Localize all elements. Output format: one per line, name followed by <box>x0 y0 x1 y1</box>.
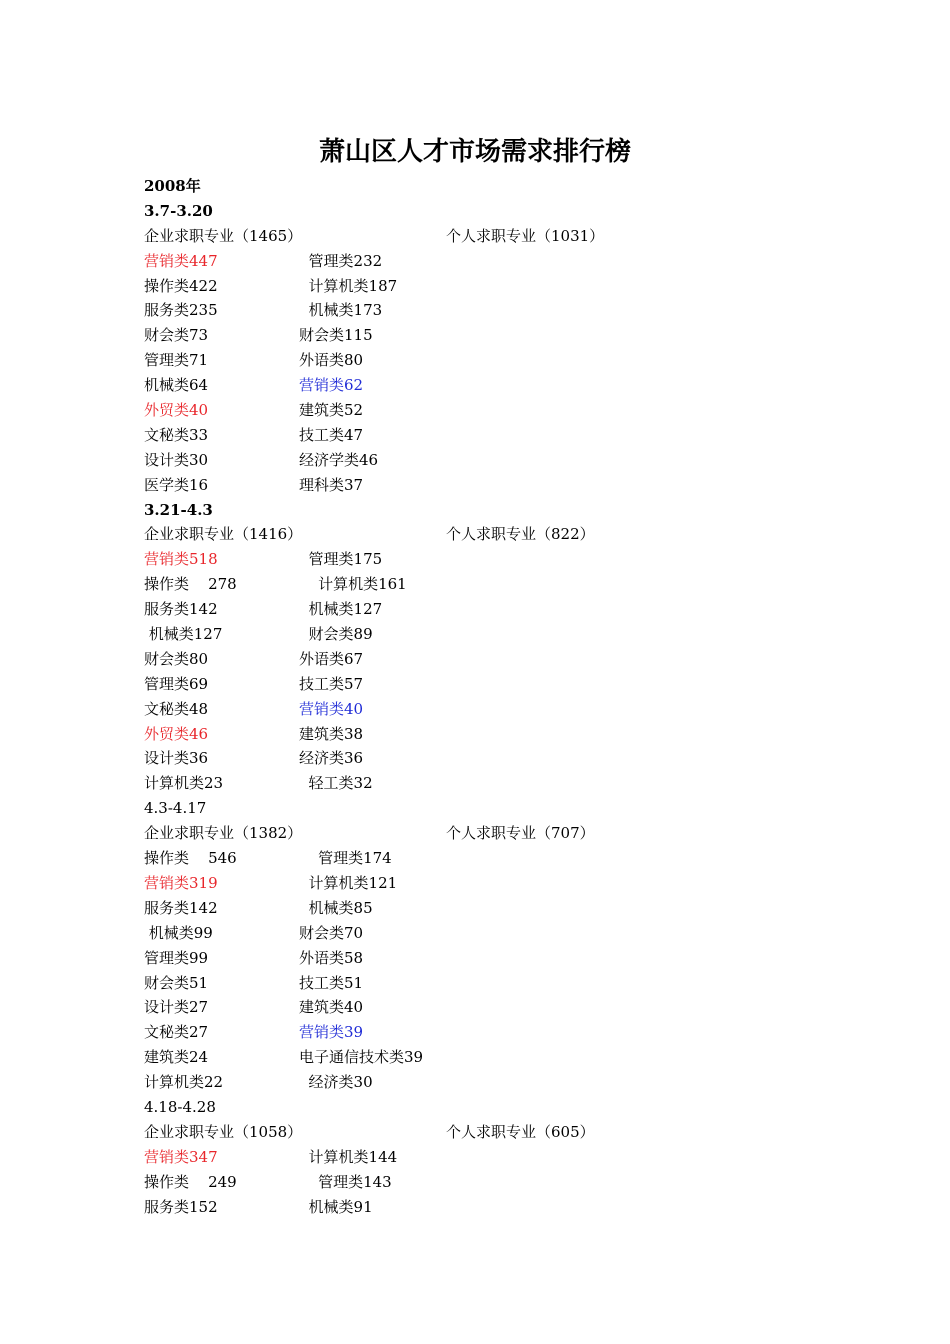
ranking-row <box>144 423 844 448</box>
personal-item: 计算机类187 <box>299 276 398 295</box>
personal-item: 外语类80 <box>299 351 364 370</box>
ranking-row <box>144 473 844 498</box>
ranking-row <box>144 946 844 971</box>
ranking-row <box>144 1170 844 1195</box>
ranking-row <box>144 622 844 647</box>
enterprise-header: 企业求职专业（1465） <box>144 226 303 245</box>
personal-item: 经济类36 <box>299 749 364 768</box>
section-header <box>144 224 844 249</box>
enterprise-item: 营销类319 <box>144 873 218 892</box>
year-label: 2008年 <box>144 177 201 195</box>
personal-item: 外语类58 <box>299 948 364 967</box>
ranking-row <box>144 771 844 796</box>
ranking-row <box>144 448 844 473</box>
enterprise-item: 文秘类33 <box>144 425 209 444</box>
enterprise-item: 建筑类24 <box>144 1048 209 1067</box>
enterprise-item: 服务类142 <box>144 898 218 917</box>
personal-item: 机械类127 <box>299 600 383 619</box>
enterprise-item: 医学类16 <box>144 475 209 494</box>
ranking-row <box>144 697 844 722</box>
personal-item: 理科类37 <box>299 475 364 494</box>
enterprise-item: 操作类 546 <box>144 849 237 868</box>
personal-item: 财会类89 <box>299 625 373 644</box>
enterprise-item: 服务类235 <box>144 301 218 320</box>
ranking-row <box>144 871 844 896</box>
ranking-row <box>144 1195 844 1220</box>
ranking-row <box>144 971 844 996</box>
enterprise-item: 机械类64 <box>144 376 209 395</box>
ranking-row <box>144 373 844 398</box>
enterprise-item: 操作类 249 <box>144 1172 237 1191</box>
section-period: 3.21-4.3 <box>144 500 213 519</box>
ranking-row <box>144 1070 844 1095</box>
ranking-row <box>144 547 844 572</box>
enterprise-item: 文秘类48 <box>144 699 209 718</box>
personal-item: 管理类174 <box>299 849 392 868</box>
enterprise-item: 服务类152 <box>144 1197 218 1216</box>
ranking-row <box>144 398 844 423</box>
enterprise-item: 财会类73 <box>144 326 209 345</box>
personal-header: 个人求职专业（1031） <box>446 226 605 245</box>
personal-item: 轻工类32 <box>299 774 373 793</box>
enterprise-item: 机械类99 <box>144 923 213 942</box>
ranking-row <box>144 249 844 274</box>
personal-item: 营销类39 <box>299 1023 364 1042</box>
ranking-row <box>144 348 844 373</box>
section-header <box>144 1120 844 1145</box>
ranking-row <box>144 572 844 597</box>
enterprise-item: 设计类27 <box>144 998 209 1017</box>
section-period: 4.18-4.28 <box>144 1097 216 1116</box>
enterprise-header: 企业求职专业（1058） <box>144 1122 303 1141</box>
personal-item: 建筑类52 <box>299 401 364 420</box>
enterprise-item: 管理类71 <box>144 351 209 370</box>
personal-item: 财会类115 <box>299 326 373 345</box>
enterprise-item: 营销类518 <box>144 550 218 569</box>
personal-item: 营销类62 <box>299 376 364 395</box>
personal-header: 个人求职专业（605） <box>446 1122 595 1141</box>
personal-item: 建筑类38 <box>299 724 364 743</box>
ranking-row <box>144 722 844 747</box>
enterprise-header: 企业求职专业（1382） <box>144 824 303 843</box>
personal-item: 管理类175 <box>299 550 383 569</box>
personal-item: 计算机类161 <box>299 575 407 594</box>
personal-header: 个人求职专业（707） <box>446 824 595 843</box>
enterprise-item: 计算机类23 <box>144 774 224 793</box>
page-title: 萧山区人才市场需求排行榜 <box>318 137 631 167</box>
section-period: 4.3-4.17 <box>144 799 207 818</box>
personal-item: 计算机类121 <box>299 873 398 892</box>
enterprise-item: 设计类30 <box>144 450 209 469</box>
personal-header: 个人求职专业（822） <box>446 525 595 544</box>
enterprise-item: 机械类127 <box>144 625 223 644</box>
enterprise-item: 计算机类22 <box>144 1073 224 1092</box>
enterprise-item: 设计类36 <box>144 749 209 768</box>
personal-item: 技工类57 <box>299 674 364 693</box>
personal-item: 管理类232 <box>299 251 383 270</box>
ranking-row <box>144 1020 844 1045</box>
section-header <box>144 522 844 547</box>
enterprise-item: 外贸类40 <box>144 401 209 420</box>
personal-item: 建筑类40 <box>299 998 364 1017</box>
enterprise-item: 财会类80 <box>144 649 209 668</box>
personal-item: 经济类30 <box>299 1073 373 1092</box>
personal-item: 机械类85 <box>299 898 373 917</box>
personal-item: 外语类67 <box>299 649 364 668</box>
personal-item: 技工类51 <box>299 973 364 992</box>
personal-item: 营销类40 <box>299 699 364 718</box>
personal-item: 计算机类144 <box>299 1147 398 1166</box>
enterprise-item: 服务类142 <box>144 600 218 619</box>
personal-item: 机械类91 <box>299 1197 373 1216</box>
ranking-row <box>144 647 844 672</box>
ranking-row <box>144 1045 844 1070</box>
ranking-row <box>144 298 844 323</box>
ranking-row <box>144 1145 844 1170</box>
ranking-row <box>144 597 844 622</box>
personal-item: 技工类47 <box>299 425 364 444</box>
enterprise-item: 财会类51 <box>144 973 209 992</box>
personal-item: 管理类143 <box>299 1172 392 1191</box>
ranking-row <box>144 323 844 348</box>
ranking-row <box>144 896 844 921</box>
enterprise-item: 管理类99 <box>144 948 209 967</box>
ranking-row <box>144 672 844 697</box>
ranking-row <box>144 995 844 1020</box>
enterprise-item: 操作类422 <box>144 276 218 295</box>
enterprise-item: 营销类347 <box>144 1147 218 1166</box>
ranking-row <box>144 921 844 946</box>
enterprise-item: 文秘类27 <box>144 1023 209 1042</box>
ranking-row <box>144 746 844 771</box>
enterprise-item: 营销类447 <box>144 251 218 270</box>
personal-item: 电子通信技术类39 <box>299 1048 424 1067</box>
ranking-row <box>144 274 844 299</box>
enterprise-item: 管理类69 <box>144 674 209 693</box>
enterprise-item: 操作类 278 <box>144 575 237 594</box>
enterprise-item: 外贸类46 <box>144 724 209 743</box>
personal-item: 机械类173 <box>299 301 383 320</box>
enterprise-header: 企业求职专业（1416） <box>144 525 303 544</box>
personal-item: 财会类70 <box>299 923 364 942</box>
personal-item: 经济学类46 <box>299 450 379 469</box>
document-body <box>144 174 844 1219</box>
section-header <box>144 821 844 846</box>
section-period: 3.7-3.20 <box>144 201 213 220</box>
ranking-row <box>144 846 844 871</box>
